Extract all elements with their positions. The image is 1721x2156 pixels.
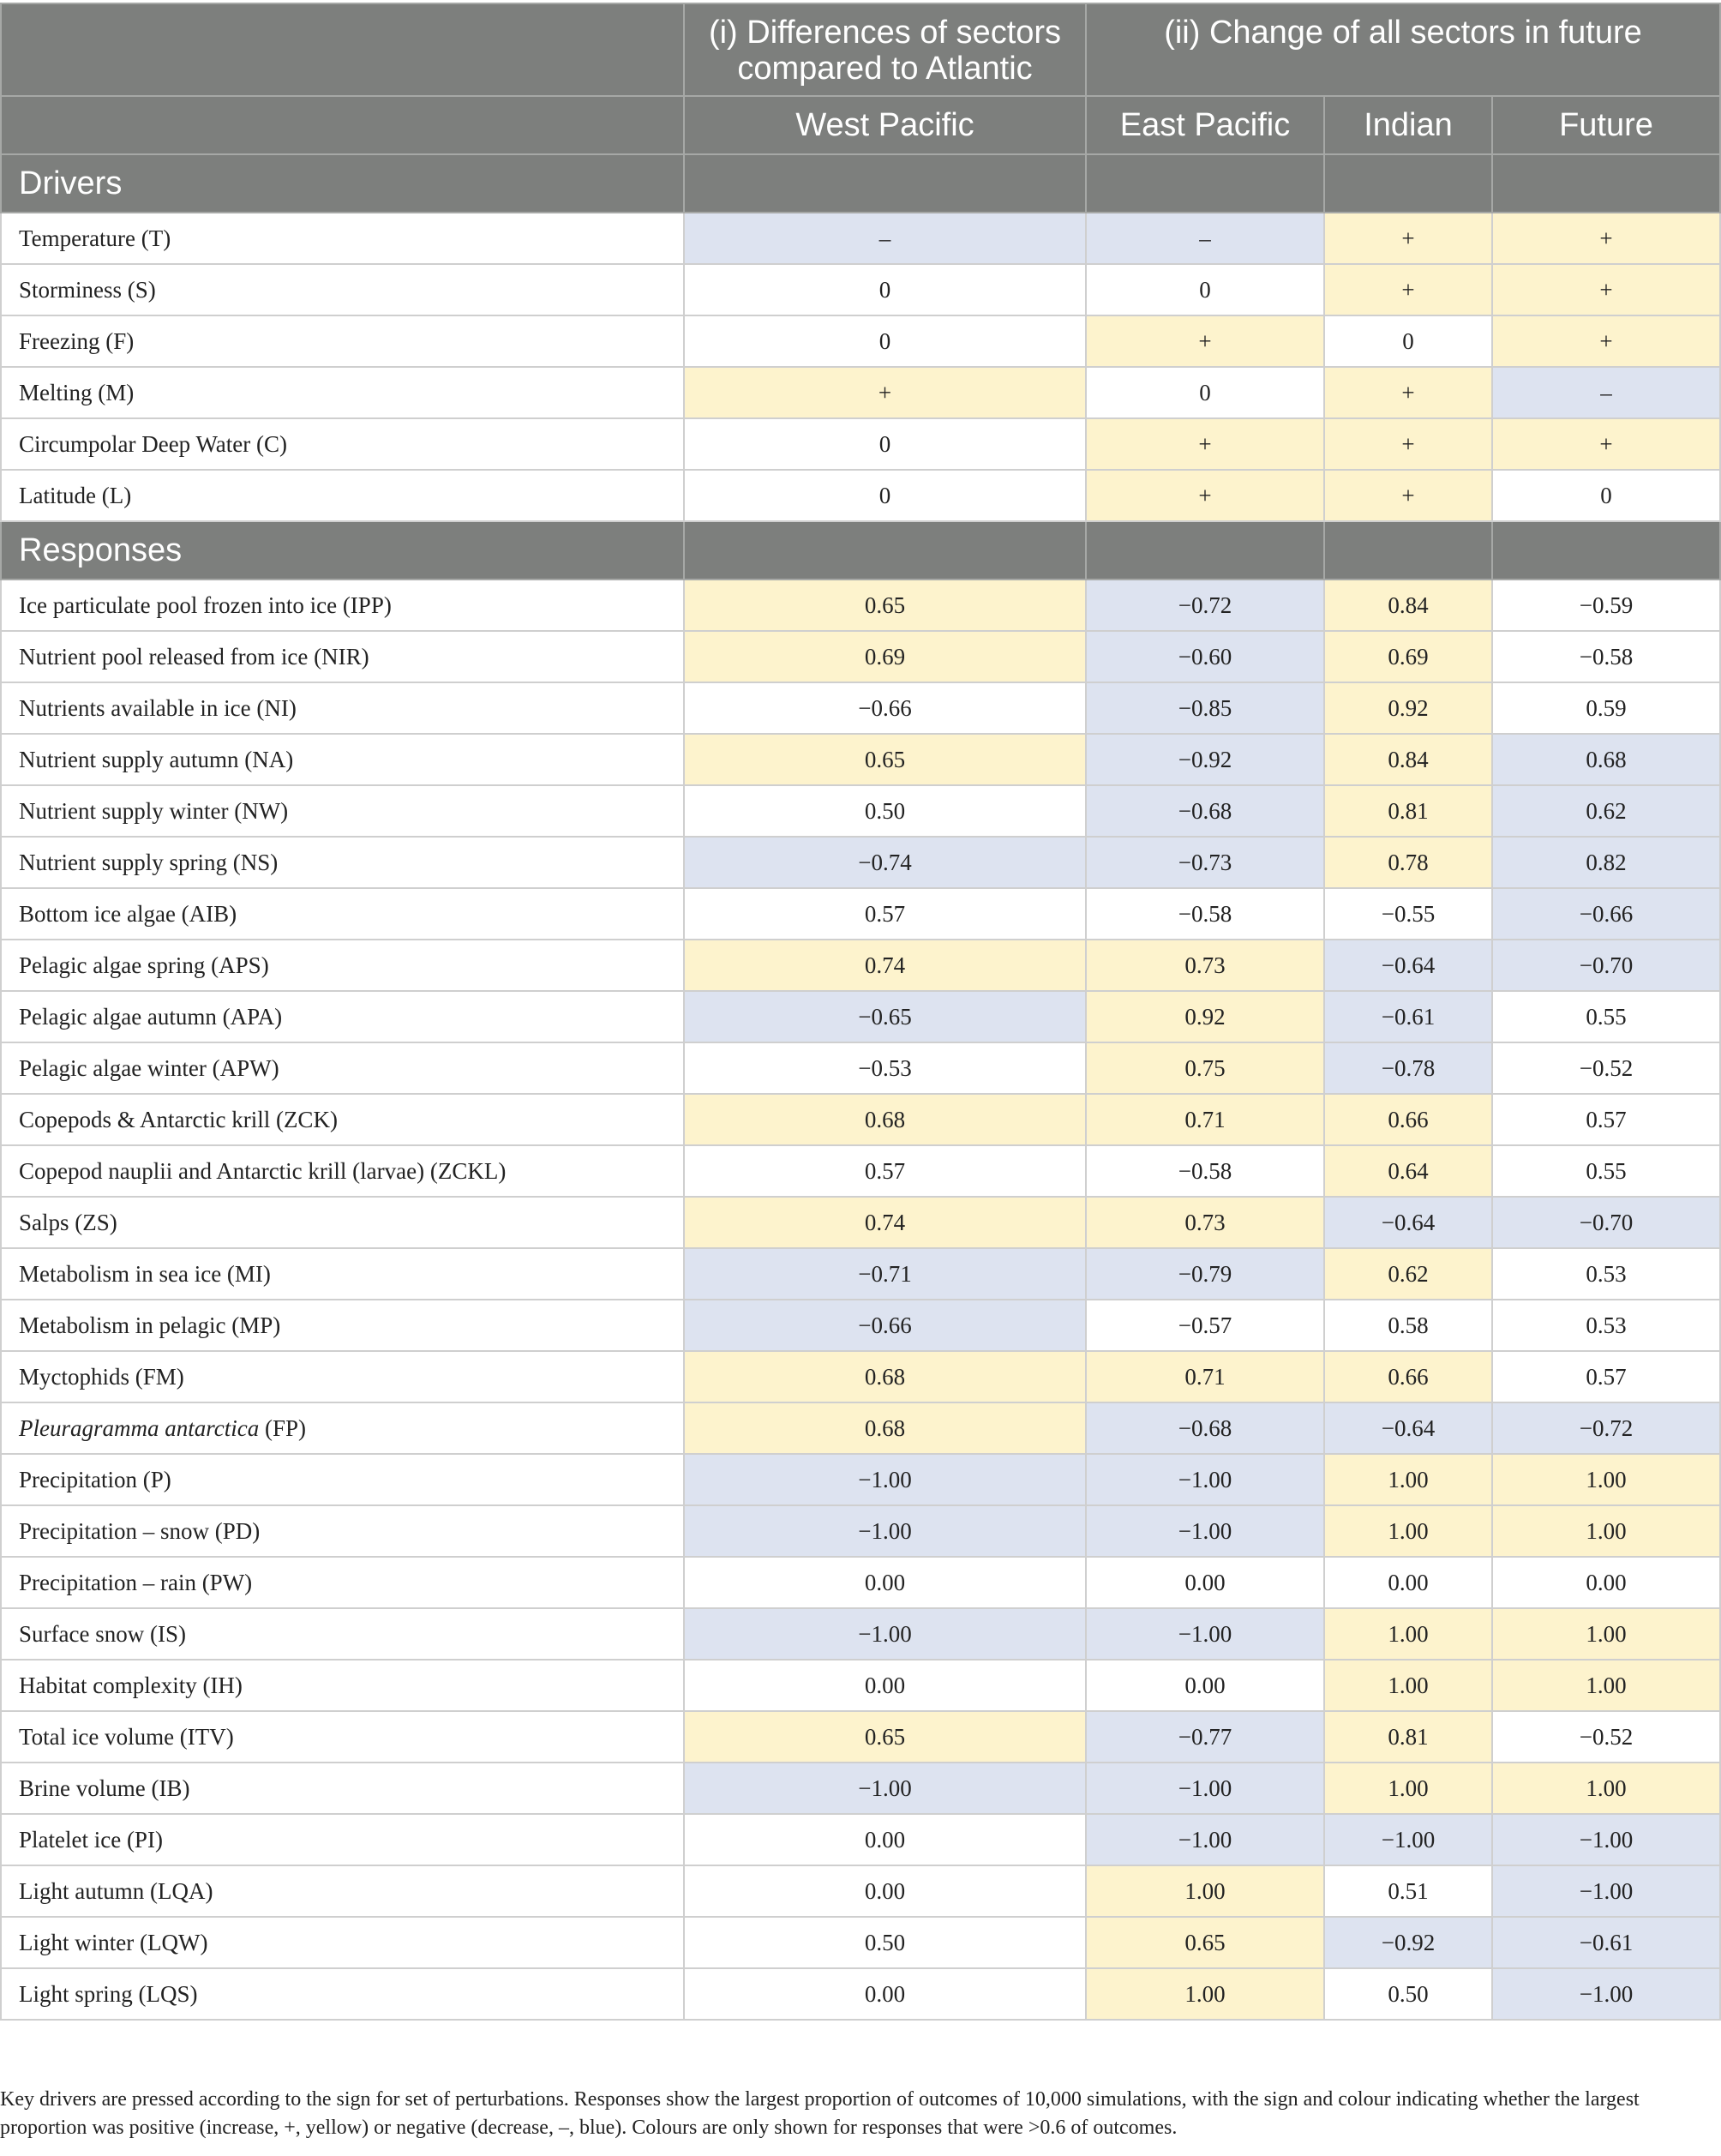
cell-indian: 0.62: [1324, 1248, 1492, 1300]
row-label: Habitat complexity (IH): [1, 1660, 684, 1711]
row-label: Light winter (LQW): [1, 1917, 684, 1968]
cell-indian: −0.78: [1324, 1042, 1492, 1094]
cell-east-pacific: 0.73: [1086, 1197, 1324, 1248]
cell-future: –: [1492, 367, 1720, 418]
cell-west-pacific: 0: [684, 315, 1086, 367]
section-filler-cell: [684, 521, 1086, 580]
cell-east-pacific: −0.85: [1086, 682, 1324, 734]
cell-future: 1.00: [1492, 1454, 1720, 1505]
cell-future: −1.00: [1492, 1968, 1720, 2020]
cell-future: 0.82: [1492, 837, 1720, 888]
section-title: Responses: [1, 521, 684, 580]
cell-west-pacific: −1.00: [684, 1763, 1086, 1814]
cell-west-pacific: 0.65: [684, 1711, 1086, 1763]
row-label: Storminess (S): [1, 264, 684, 315]
section-filler-cell: [1492, 521, 1720, 580]
row-label: Light spring (LQS): [1, 1968, 684, 2020]
cell-indian: 1.00: [1324, 1608, 1492, 1660]
cell-future: −0.66: [1492, 888, 1720, 940]
row-label: Myctophids (FM): [1, 1351, 684, 1402]
cell-east-pacific: 1.00: [1086, 1865, 1324, 1917]
cell-future: +: [1492, 315, 1720, 367]
row-label: Pelagic algae spring (APS): [1, 940, 684, 991]
row-label: Nutrient supply winter (NW): [1, 785, 684, 837]
row-label: Light autumn (LQA): [1, 1865, 684, 1917]
driver-row: [1, 367, 1720, 418]
drivers-section-header: [1, 154, 1720, 213]
row-label: Precipitation (P): [1, 1454, 684, 1505]
cell-indian: 0.78: [1324, 837, 1492, 888]
cell-west-pacific: 0: [684, 470, 1086, 521]
cell-indian: −0.64: [1324, 1402, 1492, 1454]
cell-indian: 1.00: [1324, 1454, 1492, 1505]
cell-indian: +: [1324, 418, 1492, 470]
cell-indian: −0.55: [1324, 888, 1492, 940]
cell-west-pacific: −0.71: [684, 1248, 1086, 1300]
cell-future: 1.00: [1492, 1608, 1720, 1660]
cell-indian: −0.64: [1324, 1197, 1492, 1248]
response-row: [1, 1660, 1720, 1711]
section-filler-cell: [1324, 521, 1492, 580]
cell-indian: +: [1324, 213, 1492, 264]
cell-west-pacific: 0.69: [684, 631, 1086, 682]
response-row: [1, 631, 1720, 682]
cell-future: 0.53: [1492, 1300, 1720, 1351]
cell-east-pacific: −0.92: [1086, 734, 1324, 785]
cell-indian: 1.00: [1324, 1660, 1492, 1711]
cell-east-pacific: 0.00: [1086, 1660, 1324, 1711]
cell-west-pacific: 0.50: [684, 785, 1086, 837]
cell-west-pacific: 0.65: [684, 734, 1086, 785]
cell-future: 1.00: [1492, 1763, 1720, 1814]
row-label: Precipitation – rain (PW): [1, 1557, 684, 1608]
cell-future: −1.00: [1492, 1865, 1720, 1917]
cell-east-pacific: 0.71: [1086, 1351, 1324, 1402]
response-row: [1, 1197, 1720, 1248]
cell-indian: +: [1324, 367, 1492, 418]
cell-west-pacific: 0.50: [684, 1917, 1086, 1968]
cell-west-pacific: 0.57: [684, 1145, 1086, 1197]
row-label: Bottom ice algae (AIB): [1, 888, 684, 940]
cell-future: 0.00: [1492, 1557, 1720, 1608]
row-label: [1, 1402, 684, 1454]
cell-indian: −0.92: [1324, 1917, 1492, 1968]
cell-east-pacific: −1.00: [1086, 1814, 1324, 1865]
cell-indian: 0.66: [1324, 1351, 1492, 1402]
cell-west-pacific: −1.00: [684, 1454, 1086, 1505]
row-label: Nutrient supply spring (NS): [1, 837, 684, 888]
row-label-italic: Pleuragramma antarctica: [19, 1414, 260, 1441]
cell-future: −0.72: [1492, 1402, 1720, 1454]
cell-east-pacific: 0: [1086, 367, 1324, 418]
cell-west-pacific: −0.65: [684, 991, 1086, 1042]
cell-west-pacific: +: [684, 367, 1086, 418]
cell-west-pacific: 0: [684, 264, 1086, 315]
cell-indian: 0: [1324, 315, 1492, 367]
cell-indian: 0.92: [1324, 682, 1492, 734]
cell-indian: 0.58: [1324, 1300, 1492, 1351]
row-label: Latitude (L): [1, 470, 684, 521]
cell-west-pacific: 0.00: [684, 1660, 1086, 1711]
cell-west-pacific: 0.74: [684, 940, 1086, 991]
cell-future: 0.68: [1492, 734, 1720, 785]
response-row: [1, 734, 1720, 785]
response-row: [1, 1145, 1720, 1197]
cell-west-pacific: −0.53: [684, 1042, 1086, 1094]
cell-indian: 0.50: [1324, 1968, 1492, 2020]
header-corner-lower: [1, 96, 684, 154]
driver-row: [1, 213, 1720, 264]
cell-future: +: [1492, 213, 1720, 264]
section-title: Drivers: [1, 154, 684, 213]
response-row: [1, 1505, 1720, 1557]
header-group-ii: (ii) Change of all sectors in future: [1086, 3, 1720, 96]
cell-indian: 1.00: [1324, 1763, 1492, 1814]
row-label: Ice particulate pool frozen into ice (IPP): [1, 580, 684, 631]
cell-east-pacific: −0.68: [1086, 1402, 1324, 1454]
driver-row: [1, 264, 1720, 315]
cell-east-pacific: 0: [1086, 264, 1324, 315]
cell-indian: 0.51: [1324, 1865, 1492, 1917]
cell-indian: 0.66: [1324, 1094, 1492, 1145]
cell-indian: 0.81: [1324, 1711, 1492, 1763]
response-row: [1, 580, 1720, 631]
cell-indian: +: [1324, 470, 1492, 521]
row-label: Temperature (T): [1, 213, 684, 264]
cell-east-pacific: 0.73: [1086, 940, 1324, 991]
response-row: [1, 837, 1720, 888]
cell-east-pacific: −0.58: [1086, 888, 1324, 940]
cell-east-pacific: 0.71: [1086, 1094, 1324, 1145]
cell-indian: 0.69: [1324, 631, 1492, 682]
response-row: [1, 682, 1720, 734]
cell-future: 0: [1492, 470, 1720, 521]
header-group-row: [1, 3, 1720, 96]
cell-indian: −0.64: [1324, 940, 1492, 991]
section-filler-cell: [1492, 154, 1720, 213]
cell-future: 0.53: [1492, 1248, 1720, 1300]
response-row: [1, 785, 1720, 837]
response-row: [1, 940, 1720, 991]
cell-west-pacific: 0.00: [684, 1968, 1086, 2020]
cell-future: −0.52: [1492, 1042, 1720, 1094]
table-body: [1, 154, 1720, 2020]
cell-east-pacific: −0.60: [1086, 631, 1324, 682]
header-corner: [1, 3, 684, 96]
row-label: Pelagic algae winter (APW): [1, 1042, 684, 1094]
cell-future: 1.00: [1492, 1660, 1720, 1711]
cell-east-pacific: +: [1086, 470, 1324, 521]
cell-future: −0.58: [1492, 631, 1720, 682]
cell-future: −0.59: [1492, 580, 1720, 631]
response-row: [1, 1711, 1720, 1763]
cell-east-pacific: +: [1086, 315, 1324, 367]
section-filler-cell: [684, 154, 1086, 213]
cell-east-pacific: –: [1086, 213, 1324, 264]
results-table: [0, 3, 1721, 2021]
cell-east-pacific: −1.00: [1086, 1608, 1324, 1660]
cell-indian: 0.84: [1324, 580, 1492, 631]
table-caption: Key drivers are pressed according to the sign for set of perturbations. Responses show the largest proportion of outcomes of 10,000 simulations, with the sign and colour indicating whether the largest proportion was positive (increase, +, yellow) or negative (decrease, –, blue). Colours are only shown for responses that were >0.6 of outcomes.: [0, 2088, 1640, 2139]
cell-west-pacific: 0: [684, 418, 1086, 470]
section-filler-cell: [1086, 154, 1324, 213]
cell-future: −1.00: [1492, 1814, 1720, 1865]
row-label: Metabolism in sea ice (MI): [1, 1248, 684, 1300]
cell-indian: −0.61: [1324, 991, 1492, 1042]
cell-indian: +: [1324, 264, 1492, 315]
row-label: Total ice volume (ITV): [1, 1711, 684, 1763]
cell-indian: 0.81: [1324, 785, 1492, 837]
row-label: Melting (M): [1, 367, 684, 418]
column-header-indian: Indian: [1324, 96, 1492, 154]
cell-west-pacific: 0.00: [684, 1557, 1086, 1608]
cell-west-pacific: –: [684, 213, 1086, 264]
column-header-east-pacific: East Pacific: [1086, 96, 1324, 154]
cell-future: 0.55: [1492, 991, 1720, 1042]
cell-west-pacific: 0.57: [684, 888, 1086, 940]
row-label: Copepod nauplii and Antarctic krill (larvae) (ZCKL): [1, 1145, 684, 1197]
row-label: Nutrient supply autumn (NA): [1, 734, 684, 785]
response-row: [1, 1865, 1720, 1917]
driver-row: [1, 418, 1720, 470]
cell-west-pacific: −0.66: [684, 682, 1086, 734]
response-row: [1, 991, 1720, 1042]
response-row: [1, 1968, 1720, 2020]
row-label: Nutrient pool released from ice (NIR): [1, 631, 684, 682]
cell-west-pacific: 0.00: [684, 1865, 1086, 1917]
row-label: Precipitation – snow (PD): [1, 1505, 684, 1557]
row-label: Circumpolar Deep Water (C): [1, 418, 684, 470]
cell-east-pacific: −1.00: [1086, 1763, 1324, 1814]
cell-future: 0.57: [1492, 1094, 1720, 1145]
response-row: [1, 888, 1720, 940]
cell-east-pacific: −0.79: [1086, 1248, 1324, 1300]
cell-east-pacific: −0.72: [1086, 580, 1324, 631]
cell-future: +: [1492, 264, 1720, 315]
cell-west-pacific: 0.68: [684, 1351, 1086, 1402]
cell-future: +: [1492, 418, 1720, 470]
response-row: [1, 1917, 1720, 1968]
response-row: [1, 1300, 1720, 1351]
response-row: [1, 1248, 1720, 1300]
cell-future: 0.62: [1492, 785, 1720, 837]
response-row: [1, 1094, 1720, 1145]
driver-row: [1, 315, 1720, 367]
section-filler-cell: [1324, 154, 1492, 213]
column-header-future: Future: [1492, 96, 1720, 154]
responses-section-header: [1, 521, 1720, 580]
cell-indian: 0.84: [1324, 734, 1492, 785]
cell-east-pacific: −1.00: [1086, 1505, 1324, 1557]
cell-east-pacific: −1.00: [1086, 1454, 1324, 1505]
cell-west-pacific: 0.68: [684, 1094, 1086, 1145]
response-row: [1, 1763, 1720, 1814]
response-row: [1, 1557, 1720, 1608]
cell-west-pacific: −1.00: [684, 1505, 1086, 1557]
row-label-suffix: (FP): [259, 1414, 306, 1441]
cell-future: 0.57: [1492, 1351, 1720, 1402]
response-row: [1, 1608, 1720, 1660]
column-header-west-pacific: West Pacific: [684, 96, 1086, 154]
cell-future: 0.55: [1492, 1145, 1720, 1197]
cell-indian: 0.00: [1324, 1557, 1492, 1608]
response-row: [1, 1351, 1720, 1402]
section-filler-cell: [1086, 521, 1324, 580]
cell-east-pacific: −0.58: [1086, 1145, 1324, 1197]
cell-west-pacific: 0.74: [684, 1197, 1086, 1248]
cell-east-pacific: −0.57: [1086, 1300, 1324, 1351]
row-label: Nutrients available in ice (NI): [1, 682, 684, 734]
cell-future: −0.61: [1492, 1917, 1720, 1968]
cell-east-pacific: 0.75: [1086, 1042, 1324, 1094]
cell-future: 0.59: [1492, 682, 1720, 734]
row-label: Brine volume (IB): [1, 1763, 684, 1814]
response-row: [1, 1814, 1720, 1865]
row-label: Freezing (F): [1, 315, 684, 367]
cell-indian: −1.00: [1324, 1814, 1492, 1865]
row-label: Surface snow (IS): [1, 1608, 684, 1660]
header-column-row: [1, 96, 1720, 154]
cell-west-pacific: 0.68: [684, 1402, 1086, 1454]
response-row: [1, 1402, 1720, 1454]
cell-indian: 1.00: [1324, 1505, 1492, 1557]
cell-east-pacific: 0.00: [1086, 1557, 1324, 1608]
row-label: Copepods & Antarctic krill (ZCK): [1, 1094, 684, 1145]
cell-east-pacific: 0.65: [1086, 1917, 1324, 1968]
cell-east-pacific: 1.00: [1086, 1968, 1324, 2020]
cell-future: −0.70: [1492, 1197, 1720, 1248]
cell-future: 1.00: [1492, 1505, 1720, 1557]
cell-indian: 0.64: [1324, 1145, 1492, 1197]
cell-east-pacific: −0.68: [1086, 785, 1324, 837]
row-label: Platelet ice (PI): [1, 1814, 684, 1865]
cell-west-pacific: 0.00: [684, 1814, 1086, 1865]
cell-east-pacific: 0.92: [1086, 991, 1324, 1042]
response-row: [1, 1454, 1720, 1505]
cell-west-pacific: −1.00: [684, 1608, 1086, 1660]
cell-west-pacific: 0.65: [684, 580, 1086, 631]
driver-row: [1, 470, 1720, 521]
cell-west-pacific: −0.66: [684, 1300, 1086, 1351]
cell-future: −0.52: [1492, 1711, 1720, 1763]
cell-east-pacific: −0.73: [1086, 837, 1324, 888]
cell-east-pacific: −0.77: [1086, 1711, 1324, 1763]
row-label: Salps (ZS): [1, 1197, 684, 1248]
row-label: Pelagic algae autumn (APA): [1, 991, 684, 1042]
cell-east-pacific: +: [1086, 418, 1324, 470]
row-label: Metabolism in pelagic (MP): [1, 1300, 684, 1351]
cell-future: −0.70: [1492, 940, 1720, 991]
cell-west-pacific: −0.74: [684, 837, 1086, 888]
header-group-i: (i) Differences of sectors compared to Atlantic: [684, 3, 1086, 96]
response-row: [1, 1042, 1720, 1094]
